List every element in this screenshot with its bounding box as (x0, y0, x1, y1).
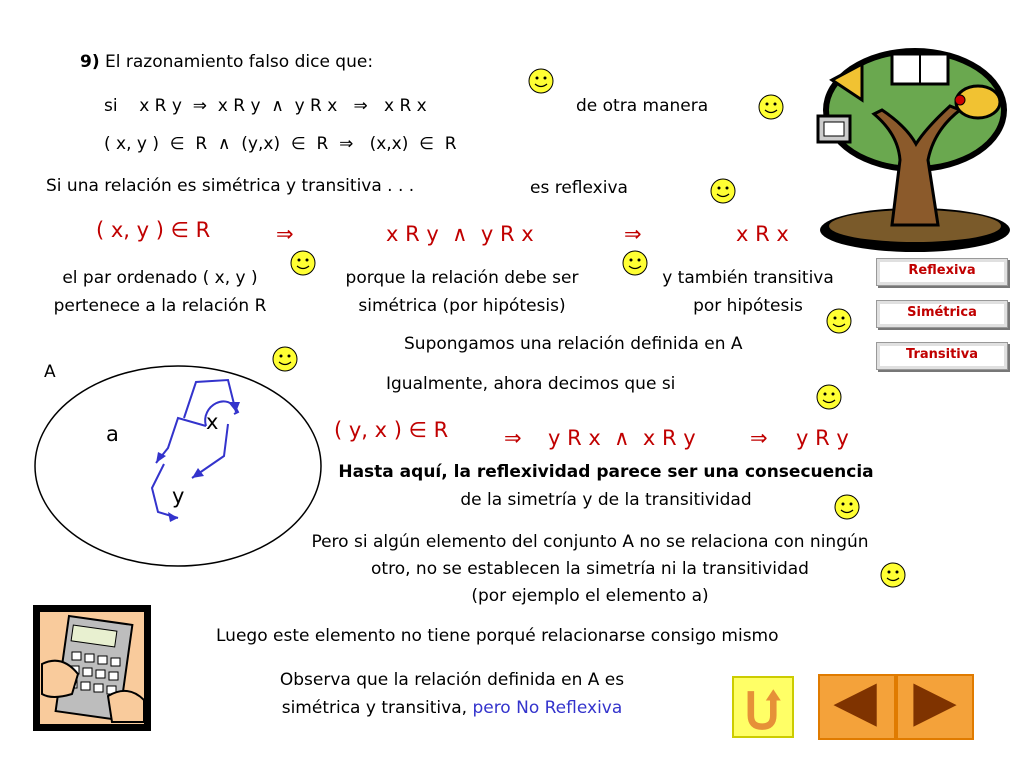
u-turn-arrow-icon (734, 678, 792, 736)
triangle-right-icon (898, 676, 972, 738)
formula2-arrow2: ⇒ (750, 426, 768, 450)
element-a: a (106, 422, 119, 446)
observe-line-2-text: simétrica y transitiva, (281, 698, 473, 718)
smiley-icon (622, 250, 648, 276)
simetrica-label: Simétrica (880, 304, 1004, 324)
smiley-icon (710, 178, 736, 204)
sofar-line-1: Hasta aquí, la reflexividad parece ser una consecuencia (338, 462, 874, 482)
otherwise-label: de otra manera (576, 96, 709, 116)
but-line-3: (por ejemplo el elemento a) (471, 586, 709, 606)
transitiva-label: Transitiva (880, 346, 1004, 366)
transitive-explanation-2: por hipótesis (693, 296, 803, 316)
symmetric-explanation-1: porque la relación debe ser (345, 268, 579, 288)
pair-explanation-1: el par ordenado ( x, y ) (62, 268, 258, 288)
simetrica-button[interactable] (876, 300, 1008, 328)
heading-text: El razonamiento falso dice que: (99, 52, 374, 72)
implication-line: si x R y ⇒ x R y ∧ y R x ⇒ x R x (104, 96, 427, 116)
previous-button[interactable] (818, 674, 896, 740)
formula1-arrow2: ⇒ (624, 222, 642, 246)
but-line-2: otro, no se establecen la simetría ni la transitividad (371, 559, 809, 579)
triangle-left-icon (820, 676, 894, 738)
heading-number: 9) (80, 52, 100, 72)
next-button[interactable] (896, 674, 974, 740)
reflexiva-button[interactable] (876, 258, 1008, 286)
smiley-icon (834, 494, 860, 520)
reflexive-result: es reflexiva (530, 178, 628, 198)
formula2-arrow1: ⇒ (504, 426, 522, 450)
formula1-conjunction: x R y ∧ y R x (386, 222, 534, 246)
set-label-a-upper: A (44, 362, 56, 382)
slide-heading (80, 52, 373, 72)
sofar-line-2: de la simetría y de la transitividad (460, 490, 752, 510)
formula1-conclusion: x R x (736, 222, 789, 246)
observe-line-2 (222, 698, 682, 718)
observe-not-reflexive: pero No Reflexiva (472, 698, 623, 718)
membership-line: ( x, y ) ∈ R ∧ (y,x) ∈ R ⇒ (x,x) ∈ R (104, 134, 457, 154)
return-button[interactable] (732, 676, 794, 738)
smiley-icon (272, 346, 298, 372)
smiley-icon (290, 250, 316, 276)
pair-explanation-2: pertenece a la relación R (53, 296, 267, 316)
smiley-icon (880, 562, 906, 588)
formula2-conjunction: y R x ∧ x R y (548, 426, 696, 450)
suppose-statement: Supongamos una relación definida en A (404, 334, 743, 354)
formula1-pair: ( x, y ) ∈ R (96, 218, 211, 242)
smiley-icon (528, 68, 554, 94)
element-y: y (172, 484, 185, 508)
element-x: x (206, 410, 219, 434)
formula1-arrow1: ⇒ (276, 222, 294, 246)
transitiva-button[interactable] (876, 342, 1008, 370)
smiley-icon (758, 94, 784, 120)
likewise-statement: Igualmente, ahora decimos que si (386, 374, 676, 394)
smiley-icon (816, 384, 842, 410)
calculator-illustration (32, 604, 152, 732)
transitive-explanation-1: y también transitiva (662, 268, 834, 288)
formula2-conclusion: y R y (796, 426, 849, 450)
reflexiva-label: Reflexiva (880, 262, 1004, 282)
symmetric-explanation-2: simétrica (por hipótesis) (358, 296, 566, 316)
sym-trans-statement: Si una relación es simétrica y transitiva . . . (46, 176, 415, 196)
observe-line-1: Observa que la relación definida en A es (279, 670, 625, 690)
smiley-icon (826, 308, 852, 334)
knowledge-tree-illustration (810, 40, 1020, 255)
therefore-statement: Luego este elemento no tiene porqué relacionarse consigo mismo (216, 626, 779, 646)
but-line-1: Pero si algún elemento del conjunto A no se relaciona con ningún (311, 532, 869, 552)
formula2-pair: ( y, x ) ∈ R (334, 418, 449, 442)
